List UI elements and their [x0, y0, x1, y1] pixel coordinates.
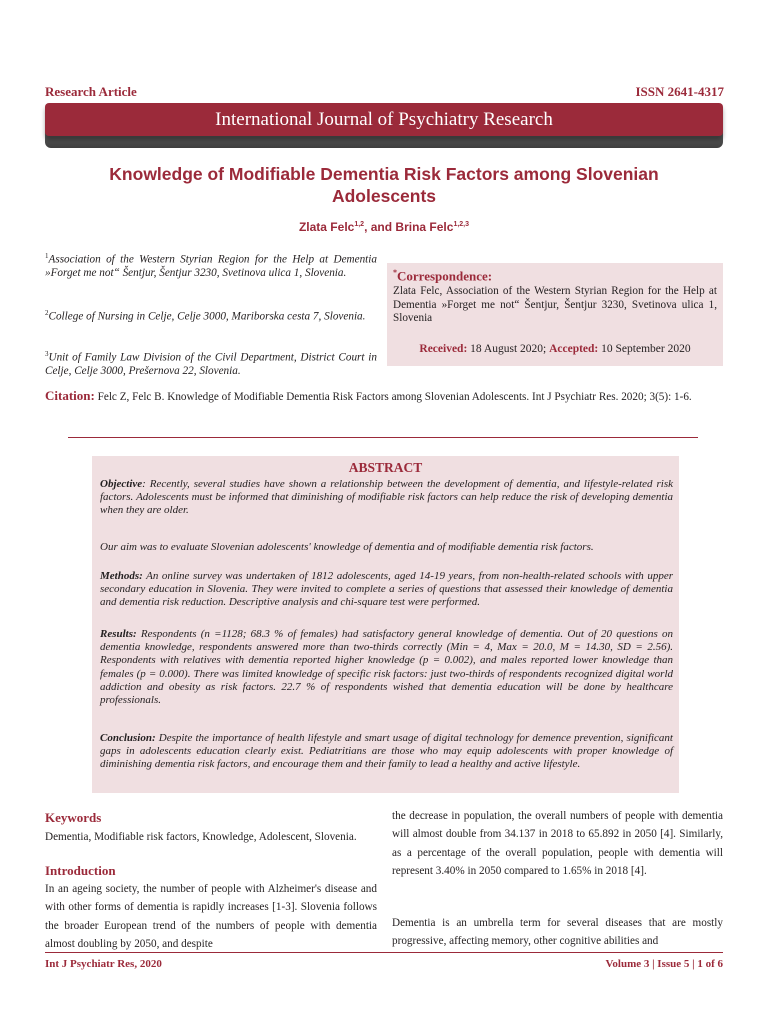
affiliation-number: 3 [45, 350, 49, 358]
affiliation-number: 1 [45, 252, 49, 260]
results-text: Respondents (n =1128; 68.3 % of females) had satisfactory general knowledge of dementia. Out of 20 questions on dementia knowledge, respondents answered more than two-thirds correctly (Min = 4, Max = 20.0, M = 14.30, SD = 2.56). Respondents with relatives with dementia reported higher knowledge (p = 0.002), and males reported lower knowledge than females (p = 0.000). There was limited knowledge of specific risk factors: just two-thirds of respondents recognized digital world addiction and obesity as risk factors. 22.7 % of respondents wished that dementia education will be done by healthcare professionals. [100, 628, 673, 707]
correspondence-heading [393, 268, 492, 284]
correspondence-label: Correspondence: [397, 268, 493, 284]
abstract-results [100, 628, 673, 707]
introduction-left-column: In an ageing society, the number of people with Alzheimer's disease and with other forms of dementia is rapidly increases [1-3]. Slovenia follows the broader European trend of the numbers of people with dementia almost doubling by 2050, and despite [45, 883, 377, 950]
affiliation-text: College of Nursing in Celje, Celje 3000, Mariborska cesta 7, Slovenia. [48, 310, 366, 323]
results-label: Results: [100, 628, 137, 640]
article-type: Research Article [45, 84, 137, 99]
abstract-objective [100, 478, 673, 518]
conclusion-label: Conclusion: [100, 732, 156, 744]
article-dates [387, 343, 723, 355]
introduction-right-para-2: Dementia is an umbrella term for several diseases that are mostly progressive, affecting memory, other cognitive abilities and [392, 917, 723, 948]
affiliation [45, 307, 377, 324]
objective-text: : Recently, several studies have shown a relationship between the development of dementia, and lifestyle-related risk factors. Adolescents must be informed that diminishing of modifiable risk factors can help reduce the risk of developing dementia when they are older. [100, 478, 673, 517]
methods-label: Methods: [100, 570, 143, 582]
footer-journal: Int J Psychiatr Res, 2020 [45, 958, 162, 970]
author-list [0, 220, 768, 234]
accepted-date: 10 September 2020 [601, 343, 691, 355]
affiliation-number: 2 [45, 309, 49, 317]
affiliation [45, 348, 377, 379]
journal-banner: International Journal of Psychiatry Research [45, 103, 723, 136]
conclusion-text: Despite the importance of health lifestyle and smart usage of digital technology for demence prevention, significant gaps in adolescents education clearly exist. Pediatritians are those who may equip adolescents with proper knowledge of diminishing dementia risk factors, and encourage them and their family to lead a healthy and active lifestyle. [100, 732, 673, 771]
citation-text: Felc Z, Felc B. Knowledge of Modifiable Dementia Risk Factors among Slovenian Adolescents. Int J Psychiatr Res. 2020; 3(5): 1-6. [97, 391, 692, 403]
abstract-heading: ABSTRACT [348, 460, 423, 475]
received-label: Received: [419, 343, 468, 355]
affiliation-text: Unit of Family Law Division of the Civil Department, District Court in Celje, Celje 3000, Prešernova 22, Slovenia. [45, 351, 377, 378]
introduction-right-para-1: the decrease in population, the overall numbers of people with dementia will almost double from 34.137 in 2018 to 65.892 in 2050 [4]. Similarly, as a percentage of the overall population, people with dementia will represent 3.40% in 2050 compared to 1.65% in 2018 [4]. [392, 810, 723, 877]
footer-volume: Volume 3 | Issue 5 | 1 of 6 [605, 958, 723, 970]
keywords-text: Dementia, Modifiable risk factors, Knowledge, Adolescent, Slovenia. [45, 831, 357, 843]
author-joiner: , and [364, 220, 396, 234]
accepted-label: Accepted: [549, 343, 599, 355]
correspondence-star: * [393, 268, 397, 277]
objective-label: Objective [100, 478, 143, 490]
correspondence-text: Zlata Felc, Association of the Western Styrian Region for the Help at Dementia »Forget me not“ Šentjur, Šentjur 3230, Svetinova ulica 1, Slovenia [393, 285, 717, 324]
abstract-methods [100, 570, 673, 610]
methods-text: An online survey was undertaken of 1812 adolescents, aged 14-19 years, from non-health-related schools with upper secondary education in Slovenia. They were invited to complete a series of questions that assessed their knowledge of dementia and dementia risk reduction. Descriptive analysis and chi-square test were performed. [100, 570, 673, 609]
abstract-aim: Our aim was to evaluate Slovenian adolescents' knowledge of dementia and of modifiable dementia risk factors. [100, 541, 594, 553]
author-name: Zlata Felc [298, 220, 355, 234]
author-affiliation-marks: 1,2 [354, 221, 365, 228]
divider [68, 437, 698, 438]
introduction-heading: Introduction [45, 863, 116, 878]
abstract-conclusion [100, 732, 673, 772]
citation [45, 389, 723, 405]
affiliation-text: Association of the Western Styrian Region for the Help at Dementia »Forget me not“ Šentjur, Šentjur 3230, Svetinova ulica 1, Slovenia. [45, 253, 377, 280]
author-name: Brina Felc [395, 220, 454, 234]
affiliation [45, 250, 377, 281]
keywords-heading: Keywords [45, 810, 102, 825]
paper-title: Knowledge of Modifiable Dementia Risk Factors among Slovenian Adolescents [109, 164, 659, 206]
issn: ISSN 2641-4317 [635, 84, 724, 99]
citation-label: Citation: [45, 388, 95, 403]
received-date: 18 August 2020; [470, 343, 547, 355]
author-affiliation-marks: 1,2,3 [453, 221, 470, 228]
footer-rule [45, 952, 723, 953]
